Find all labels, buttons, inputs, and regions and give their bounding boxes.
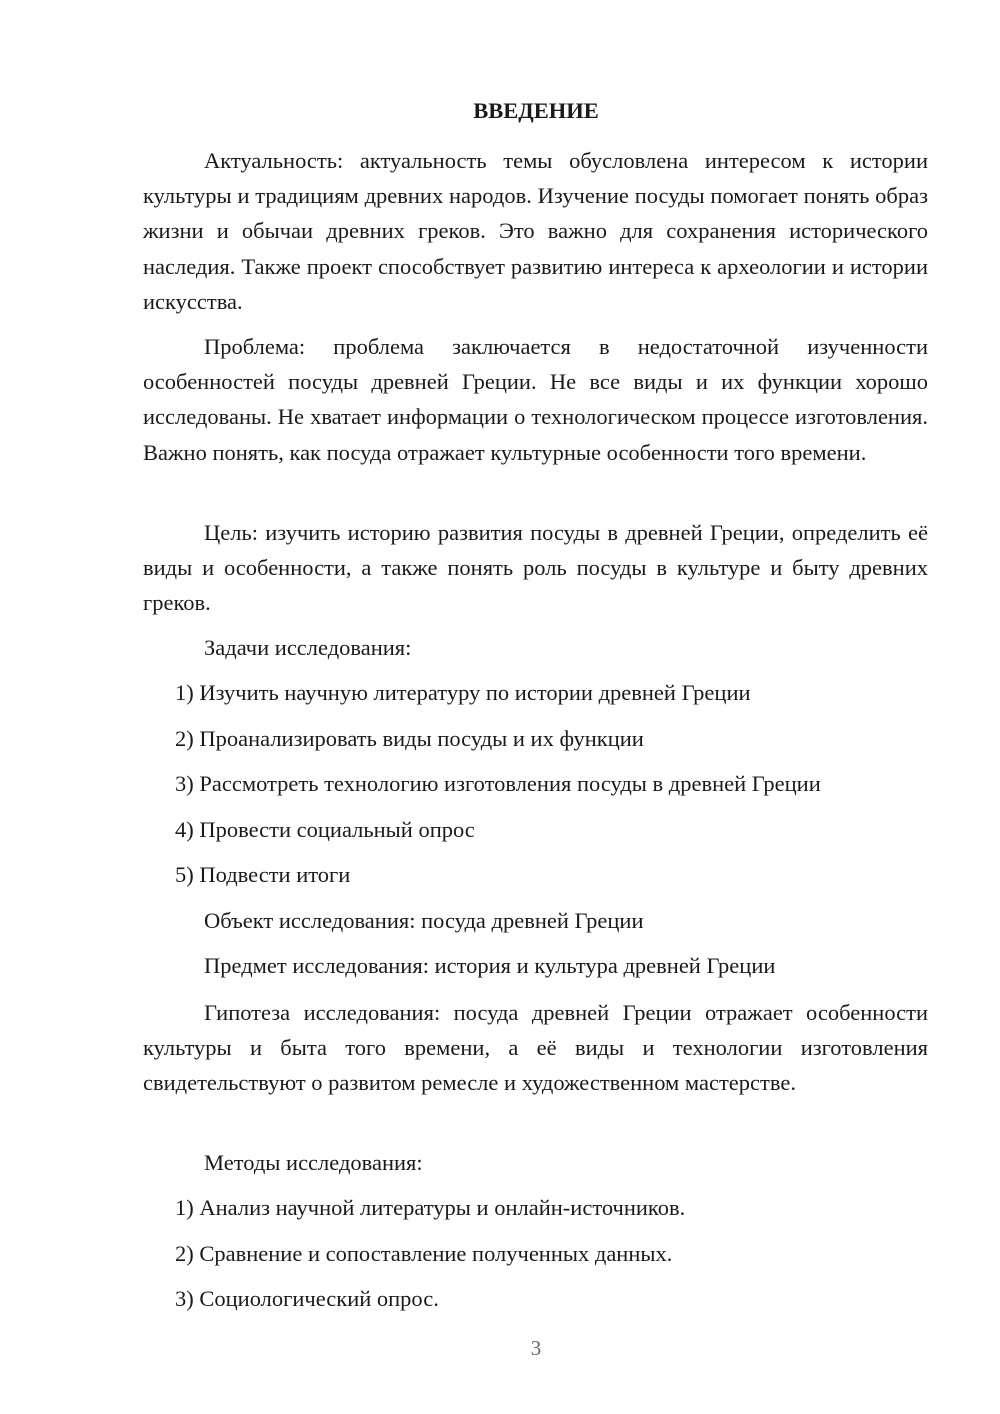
tasks-heading: Задачи исследования: bbox=[204, 635, 412, 660]
methods-heading: Методы исследования: bbox=[204, 1150, 423, 1175]
relevance-paragraph: Актуальность: актуальность темы обусловлена интересом к истории культуры и традициям древних народов. Изучение посуды помогает понять образ жизни и обычаи древних греков. Это важно для сохранения исторического наследия. Также проект способствует развитию интереса к археологии и истории искусства. bbox=[143, 148, 928, 314]
subject-line: Предмет исследования: история и культура древней Греции bbox=[204, 953, 776, 978]
method-item: 3) Социологический опрос. bbox=[175, 1286, 439, 1311]
page-title: ВВЕДЕНИЕ bbox=[473, 98, 599, 123]
task-item: 4) Провести социальный опрос bbox=[175, 817, 475, 842]
method-item: 2) Сравнение и сопоставление полученных данных. bbox=[175, 1241, 673, 1266]
hypothesis-paragraph: Гипотеза исследования: посуда древней Греции отражает особенности культуры и быта того времени, а её виды и технологии изготовления свидетельствуют о развитом ремесле и художественном мастерстве. bbox=[143, 1000, 928, 1096]
task-item: 2) Проанализировать виды посуды и их функции bbox=[175, 726, 644, 751]
method-item: 1) Анализ научной литературы и онлайн-источников. bbox=[175, 1195, 686, 1220]
problem-paragraph: Проблема: проблема заключается в недостаточной изученности особенностей посуды древней Греции. Не все виды и их функции хорошо исследованы. Не хватает информации о технологическом процессе изготовления. Важно понять, как посуда отражает культурные особенности того времени. bbox=[143, 334, 928, 465]
task-item: 3) Рассмотреть технологию изготовления посуды в древней Греции bbox=[175, 771, 821, 796]
task-item: 1) Изучить научную литературу по истории древней Греции bbox=[175, 680, 751, 705]
object-line: Объект исследования: посуда древней Греции bbox=[204, 908, 644, 933]
goal-paragraph: Цель: изучить историю развития посуды в древней Греции, определить её виды и особенности, а также понять роль посуды в культуре и быту древних греков. bbox=[143, 520, 928, 616]
task-item: 5) Подвести итоги bbox=[175, 862, 351, 887]
page-number: 3 bbox=[530, 1336, 542, 1360]
